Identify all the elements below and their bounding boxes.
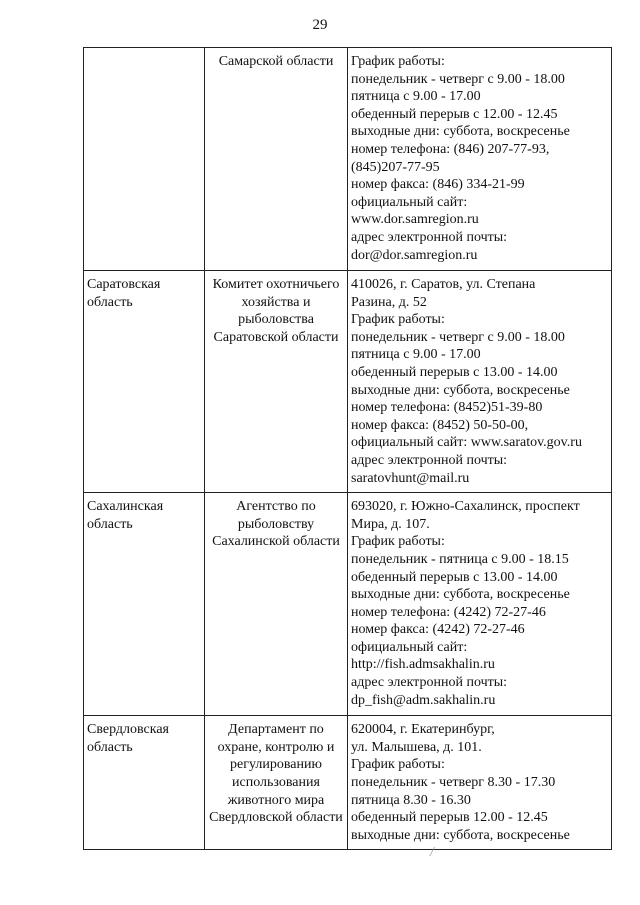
info-line: номер факса: (4242) 72-27-46 — [351, 622, 525, 638]
info-line: обеденный перерыв с 13.00 - 14.00 — [351, 569, 558, 585]
contact-info-cell — [348, 48, 612, 271]
info-line: пятница 8.30 - 16.30 — [351, 792, 471, 808]
stray-pen-mark: / — [430, 845, 434, 860]
region-cell: Сахалинская область — [84, 493, 205, 716]
info-line: понедельник - четверг с 9.00 - 18.00 — [351, 71, 565, 87]
info-line: ул. Малышева, д. 101. — [351, 739, 482, 755]
table-row — [84, 48, 612, 271]
info-line: dp_fish@adm.sakhalin.ru — [351, 692, 496, 708]
agency-cell: Комитет охотничьего хозяйства и рыболовства Саратовской области — [205, 271, 348, 493]
info-line: Мира, д. 107. — [351, 516, 430, 532]
info-line: обеденный перерыв с 13.00 - 14.00 — [351, 364, 558, 380]
regional-agencies-table — [83, 47, 612, 850]
agency-cell: Агентство по рыболовству Сахалинской области — [205, 493, 348, 716]
info-line: номер факса: (846) 334-21-99 — [351, 177, 525, 193]
info-line: График работы: — [351, 312, 445, 328]
info-line: http://fish.admsakhalin.ru — [351, 657, 495, 673]
contact-info-cell — [348, 716, 612, 850]
info-line: номер телефона: (846) 207-77-93, — [351, 141, 550, 157]
info-line: адрес электронной почты: — [351, 452, 508, 468]
info-line: (845)207-77-95 — [351, 159, 440, 175]
table-row — [84, 271, 612, 493]
info-line: пятница с 9.00 - 17.00 — [351, 89, 481, 105]
region-cell: Свердловская область — [84, 716, 205, 850]
info-line: Разина, д. 52 — [351, 294, 427, 310]
table-row — [84, 716, 612, 850]
info-line: выходные дни: суббота, воскресенье — [351, 827, 570, 843]
info-line: 410026, г. Саратов, ул. Степана — [351, 277, 536, 292]
page-number: 29 — [312, 17, 328, 33]
region-cell — [84, 48, 205, 271]
agency-cell: Департамент по охране, контролю и регулированию использования животного мира Свердловской области — [205, 716, 348, 850]
info-line: www.dor.samregion.ru — [351, 212, 479, 228]
info-line: выходные дни: суббота, воскресенье — [351, 382, 570, 398]
info-line: адрес электронной почты: — [351, 675, 508, 691]
info-line: График работы: — [351, 54, 445, 69]
info-line: официальный сайт: — [351, 639, 468, 655]
agency-cell: Самарской области — [205, 48, 348, 271]
info-line: официальный сайт: — [351, 194, 468, 210]
contact-info-cell — [348, 493, 612, 716]
info-line: понедельник - пятница с 9.00 - 18.15 — [351, 551, 569, 567]
contact-info-cell — [348, 271, 612, 493]
info-line: пятница с 9.00 - 17.00 — [351, 347, 481, 363]
info-line: понедельник - четверг 8.30 - 17.30 — [351, 774, 556, 790]
info-line: понедельник - четверг с 9.00 - 18.00 — [351, 329, 565, 345]
info-line: официальный сайт: www.saratov.gov.ru — [351, 435, 582, 451]
info-line: номер факса: (8452) 50-50-00, — [351, 417, 529, 433]
info-line: 693020, г. Южно-Сахалинск, проспект — [351, 499, 580, 515]
info-line: номер телефона: (8452)51-39-80 — [351, 400, 543, 416]
info-line: номер телефона: (4242) 72-27-46 — [351, 604, 546, 620]
info-line: 620004, г. Екатеринбург, — [351, 722, 495, 738]
info-line: dor@dor.samregion.ru — [351, 247, 478, 263]
info-line: выходные дни: суббота, воскресенье — [351, 587, 570, 603]
info-line: обеденный перерыв с 12.00 - 12.45 — [351, 106, 558, 122]
info-line: saratovhunt@mail.ru — [351, 470, 470, 486]
info-line: обеденный перерыв 12.00 - 12.45 — [351, 810, 548, 826]
info-line: выходные дни: суббота, воскресенье — [351, 124, 570, 140]
info-line: адрес электронной почты: — [351, 229, 508, 245]
info-line: График работы: — [351, 534, 445, 550]
table-row — [84, 493, 612, 716]
info-line: График работы: — [351, 757, 445, 773]
region-cell: Саратовская область — [84, 271, 205, 493]
